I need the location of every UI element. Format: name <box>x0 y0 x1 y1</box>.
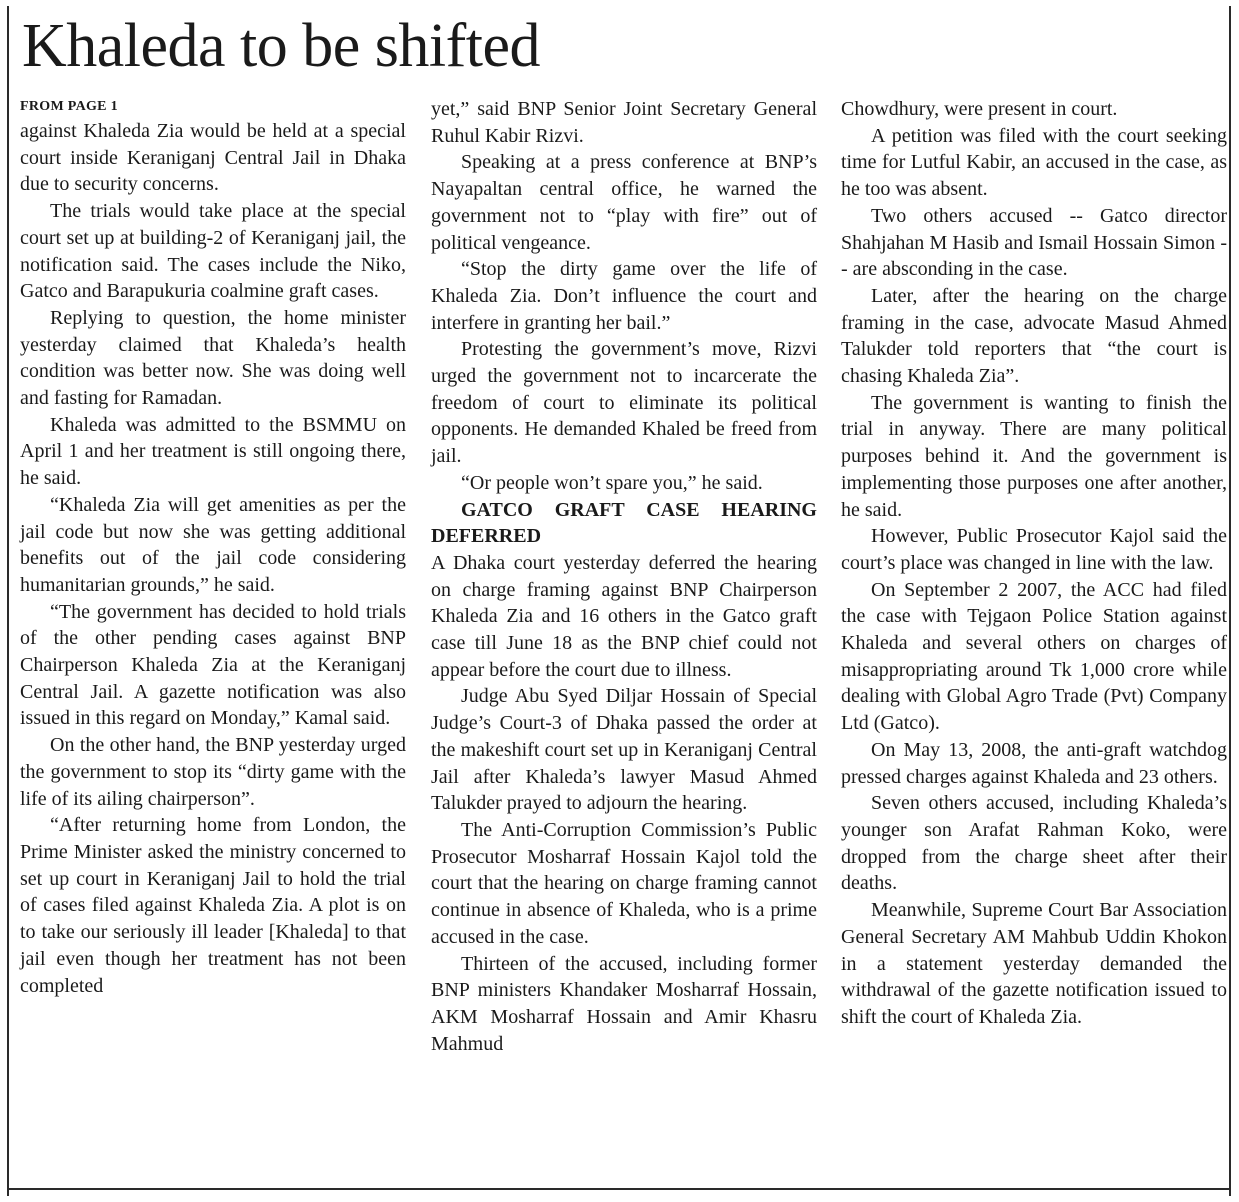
paragraph: A Dhaka court yesterday deferred the hearing on charge framing against BNP Chairperson Khaleda Zia and 16 others in the Gatco graft case till June 18 as the BNP chief could not appear before the court due to illness. <box>431 551 817 681</box>
subheading: GATCO GRAFT CASE HEARING DEFERRED <box>431 498 817 548</box>
headline: Khaleda to be shifted <box>22 12 541 80</box>
paragraph: “Or people won’t spare you,” he said. <box>461 471 763 494</box>
paragraph: “Stop the dirty game over the life of Khaleda Zia. Don’t influence the court and interfere in granting her bail.” <box>431 258 817 334</box>
paragraph: Two others accused -- Gatco director Shahjahan M Hasib and Ismail Hossain Simon -- are absconding in the case. <box>841 204 1227 281</box>
paragraph: Thirteen of the accused, including former BNP ministers Khandaker Mosharraf Hossain, AKM Mosharraf Hossain and Amir Khasru Mahmud <box>431 952 817 1055</box>
paragraph: against Khaleda Zia would be held at a special court inside Keraniganj Central Jail in Dhaka due to security concerns. <box>20 120 406 196</box>
paragraph: A petition was filed with the court seeking time for Lutful Kabir, an accused in the case, as he too was absent. <box>841 124 1227 201</box>
column-2 <box>431 96 817 1057</box>
paragraph: On September 2 2007, the ACC had filed the case with Tejgaon Police Station against Khaleda and several others on charges of misappropriating around Tk 1,000 crore while dealing with Global Agro Trade (Pvt) Company Ltd (Gatco). <box>841 578 1227 735</box>
column-1 <box>20 96 406 999</box>
paragraph: Seven others accused, including Khaleda’s younger son Arafat Rahman Koko, were dropped from the charge sheet after their deaths. <box>841 792 1227 895</box>
paragraph: Judge Abu Syed Diljar Hossain of Special Judge’s Court-3 of Dhaka passed the order at the makeshift court set up in Keraniganj Central Jail after Khaleda’s lawyer Masud Ahmed Talukder prayed to adjourn the hearing. <box>431 685 817 815</box>
paragraph: Speaking at a press conference at BNP’s Nayapaltan central office, he warned the government not to “play with fire” out of political vengeance. <box>431 151 817 254</box>
paragraph: “Khaleda Zia will get amenities as per the jail code but now she was getting additional benefits out of the jail code considering humanitarian grounds,” he said. <box>20 493 406 596</box>
paragraph: yet,” said BNP Senior Joint Secretary General Ruhul Kabir Rizvi. <box>431 98 817 147</box>
paragraph: Later, after the hearing on the charge framing in the case, advocate Masud Ahmed Talukder told reporters that “the court is chasing Khaleda Zia”. <box>841 284 1227 388</box>
paragraph: The Anti-Corruption Commission’s Public Prosecutor Mosharraf Hossain Kajol told the court that the hearing on charge framing cannot continue in absence of Khaleda, who is a prime accused in the case. <box>431 818 817 948</box>
paragraph: The government is wanting to finish the trial in anyway. There are many political purposes behind it. And the government is implementing those purposes one after another, he said. <box>841 391 1227 521</box>
paragraph: On the other hand, the BNP yesterday urged the government to stop its “dirty game with the life of its ailing chairperson”. <box>20 734 406 810</box>
column-3 <box>841 96 1227 1031</box>
paragraph: However, Public Prosecutor Kajol said the court’s place was changed in line with the law. <box>841 525 1227 574</box>
from-page-kicker: FROM PAGE 1 <box>20 99 118 114</box>
right-border-rule <box>1229 6 1231 1196</box>
left-border-rule <box>7 6 9 1196</box>
paragraph: Meanwhile, Supreme Court Bar Association General Secretary AM Mahbub Uddin Khokon in a statement yesterday demanded the withdrawal of the gazette notification issued to shift the court of Khaleda Zia. <box>841 899 1227 1028</box>
paragraph: Protesting the government’s move, Rizvi urged the government not to incarcerate the freedom of court to eliminate its political opponents. He demanded Khaled be freed from jail. <box>431 338 817 468</box>
bottom-border-rule <box>7 1188 1231 1190</box>
paragraph: “The government has decided to hold trials of the other pending cases against BNP Chairperson Khaleda Zia at the Keraniganj Central Jail. A gazette notification was also issued in this regard on Monday,” Kamal said. <box>20 600 406 730</box>
paragraph: Replying to question, the home minister yesterday claimed that Khaleda’s health condition was better now. She was doing well and fasting for Ramadan. <box>20 306 406 410</box>
paragraph: Khaleda was admitted to the BSMMU on April 1 and her treatment is still ongoing there, he said. <box>20 413 406 490</box>
paragraph: “After returning home from London, the Prime Minister asked the ministry concerned to set up court in Keraniganj Jail to hold the trial of cases filed against Khaleda Zia. A plot is on to take our seriously ill leader [Khaleda] to that jail even though her treatment has not been completed <box>20 814 406 997</box>
paragraph: Chowdhury, were present in court. <box>841 98 1118 120</box>
paragraph: On May 13, 2008, the anti-graft watchdog pressed charges against Khaleda and 23 others. <box>841 738 1227 788</box>
paragraph: The trials would take place at the special court set up at building-2 of Keraniganj jail, the notification said. The cases include the Niko, Gatco and Barapukuria coalmine graft cases. <box>20 200 406 303</box>
